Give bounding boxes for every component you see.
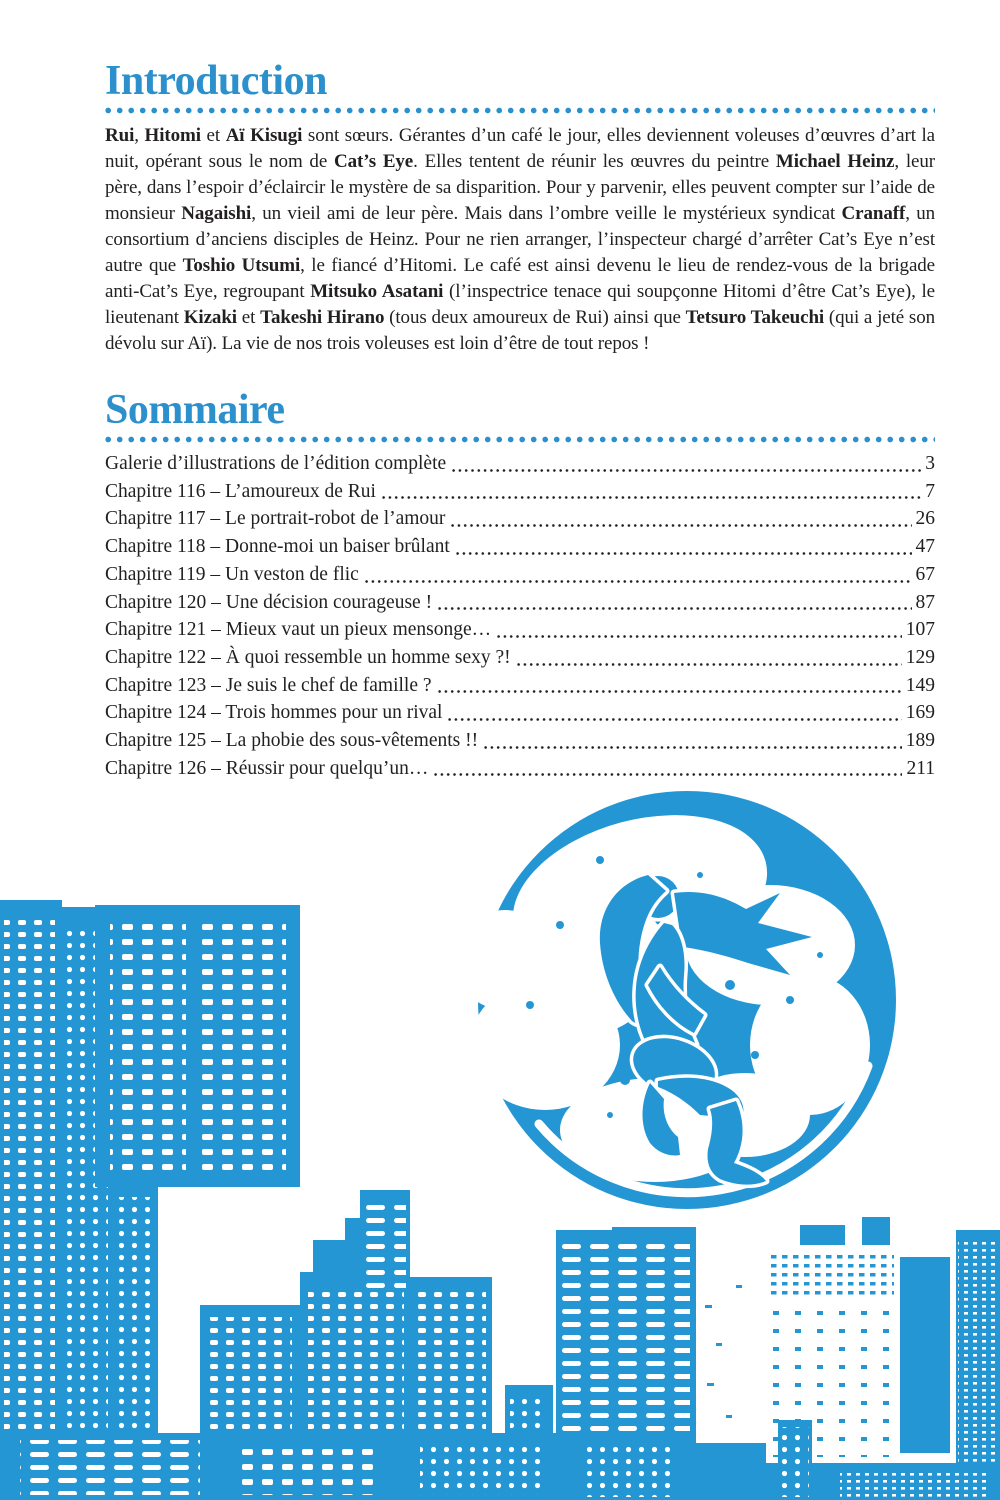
dot-leader [484,745,902,750]
toc-row [105,616,935,644]
toc-entry-label: Chapitre 119 – Un veston de flic [105,563,359,585]
dot-leader [456,551,912,556]
toc-row [105,478,935,506]
toc-page-number: 7 [925,480,935,502]
toc-page-number: 211 [906,757,935,779]
building [95,905,300,1187]
introduction-paragraph: Rui, Hitomi et Aï Kisugi sont sœurs. Gérantes d’un café le jour, elles deviennent voleuses d’œuvres d’art la nuit, opérant sous le nom de Cat’s Eye. Elles tentent de réunir les œuvres du peintre Michael Heinz, leur père, dans l’espoir d’éclaircir le mystère de sa disparition. Pour y parvenir, elles peuvent compter sur l’aide de monsieur Nagaishi, un vieil ami de leur père. Mais dans l’ombre veille le mystérieux syndicat Cranaff, un consortium d’anciens disciples de Heinz. Pour ne rien arranger, l’inspecteur chargé d’arrêter Cat’s Eye n’est autre que Toshio Utsumi, le fiancé d’Hitomi. Le café est ainsi devenu le lieu de rendez-vous de la brigade anti-Cat’s Eye, regroupant Mitsuko Asatani (l’inspectrice tenace qui soupçonne Hitomi d’être Cat’s Eye), le lieutenant Kizaki et Takeshi Hirano (tous deux amoureux de Rui) ainsi que Tetsuro Takeuchi (qui a jeté son dévolu sur Aï). La vie de nos trois voleuses est loin d’être de tout repos ! [105,125,936,354]
toc-page-number: 169 [905,702,935,724]
dot-leader [438,689,902,694]
toc-row [105,699,935,727]
dot-leader [517,662,902,667]
page-content [105,0,935,782]
toc-entry-label: Chapitre 123 – Je suis le chef de famille ? [105,674,432,696]
dot-leader [365,579,912,584]
toc-page-number: 26 [915,508,935,530]
dot-leader [497,634,902,639]
moon-illustration [455,789,896,1209]
blue-dotted-rule [105,436,935,443]
toc-page-number: 47 [915,536,935,558]
dot-leader [438,606,911,611]
toc-page-number: 3 [925,453,935,474]
toc-row [105,672,935,700]
toc-page-number: 129 [905,646,935,668]
dot-leader [452,468,921,473]
toc-row [105,727,935,755]
toc-page-number: 67 [915,563,935,585]
building [956,1230,1000,1500]
toc-entry-label: Chapitre 121 – Mieux vaut un pieux mensonge… [105,619,492,641]
toc-row [105,505,935,533]
toc-entry-label: Chapitre 120 – Une décision courageuse ! [105,591,433,613]
toc-page-number: 87 [915,591,935,613]
table-of-contents [105,450,935,782]
toc-entry-label: Chapitre 124 – Trois hommes pour un rival [105,702,443,724]
toc-page-number: 189 [905,730,935,752]
toc-entry-label: Chapitre 117 – Le portrait-robot de l’amour [105,508,446,530]
building [0,900,62,1500]
dot-leader [448,717,901,722]
toc-row [105,589,935,617]
dot-leader [434,772,902,777]
city-skyline-illustration [0,785,1000,1500]
toc-entry-label: Chapitre 125 – La phobie des sous-vêtements !! [105,730,479,752]
blue-dotted-rule [105,107,935,114]
toc-page-number: 107 [905,619,935,641]
toc-row [105,644,935,672]
dot-leader [451,523,911,528]
toc-row [105,755,935,783]
introduction-heading: Introduction [105,58,327,104]
toc-entry-label: Chapitre 118 – Donne-moi un baiser brûlant [105,536,450,558]
toc-row [105,450,935,478]
toc-row [105,533,935,561]
toc-row [105,561,935,589]
sommaire-heading: Sommaire [105,387,285,433]
dot-leader [382,495,921,500]
toc-page-number: 149 [905,674,935,696]
toc-entry-label: Chapitre 116 – L’amoureux de Rui [105,480,376,502]
toc-entry-label: Chapitre 126 – Réussir pour quelqu’un… [105,757,429,779]
toc-entry-label: Chapitre 122 – À quoi ressemble un homme sexy ?! [105,646,511,668]
window-specks [705,1285,742,1418]
toc-entry-label: Galerie d’illustrations de l’édition complète [105,453,447,474]
